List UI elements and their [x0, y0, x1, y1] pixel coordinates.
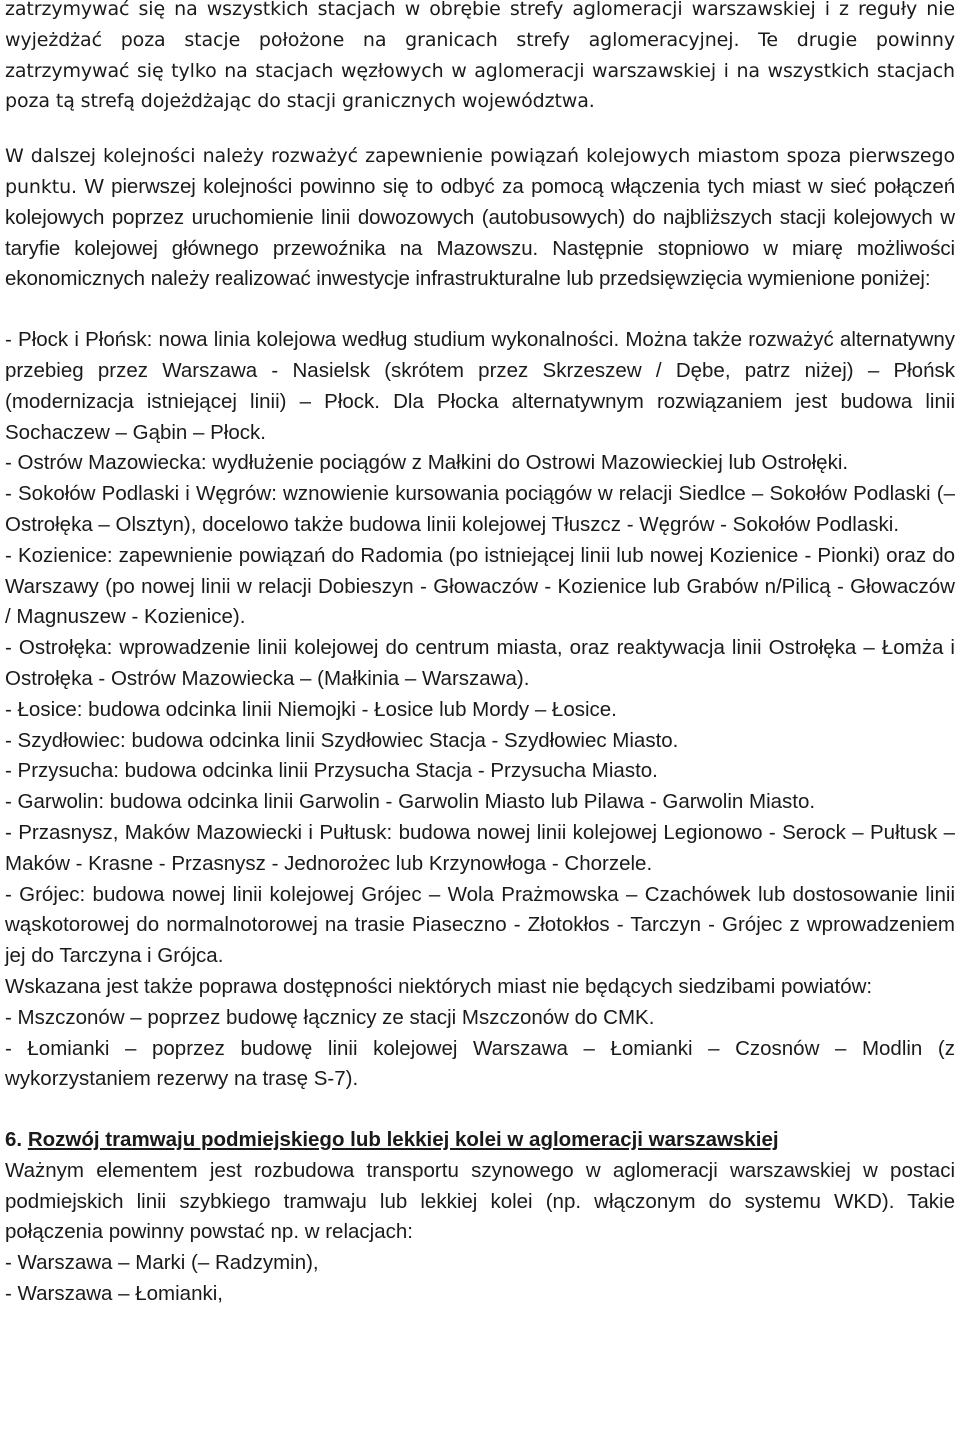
section-number: 6. — [5, 1128, 23, 1152]
list-item: - Łosice: budowa odcinka linii Niemojki - Łosice lub Mordy – Łosice. — [5, 697, 617, 721]
document-page — [5, 0, 955, 1310]
list-item: - Szydłowiec: budowa odcinka linii Szydłowiec Stacja - Szydłowiec Miasto. — [5, 728, 679, 752]
towns-investment-list — [5, 325, 955, 972]
list-item: - Kozienice: zapewnienie powiązań do Radomia (po istniejącej linii lub nowej Kozienice - Pionki) oraz do Warszawy (po nowej linii w relacji Dobieszyn - Głowaczów - Kozienice lub Grabów n/Pilicą - Głowaczów / Magnuszew - Kozienice). — [5, 543, 955, 629]
paragraph-intro: zatrzymywać się na wszystkich stacjach w obrębie strefy aglomeracji warszawskiej i z reguły nie wyjeżdżać poza stacje położone na granicach strefy aglomeracyjnej. Te drugie powinny zatrzymywać się tylko na stacjach węzłowych w aglomeracji warszawskiej i na wszystkich stacjach poza tą strefą dojeżdżając do stacji granicznych województwa. — [5, 0, 955, 113]
paragraph-further-steps-start: W dalszej kolejności należy rozważyć zapewnienie powiązań kolejowych miastom spoza pierwszego punktu. — [5, 145, 955, 198]
list-item: - Warszawa – Łomianki, — [5, 1282, 223, 1306]
list-item: - Mszczonów – poprzez budowę łącznicy ze stacji Mszczonów do CMK. — [5, 1005, 655, 1029]
list-item: - Płock i Płońsk: nowa linia kolejowa według studium wykonalności. Można także rozważyć alternatywny przebieg przez Warszawa - Nasielsk (skrótem przez Skrzeszew / Dębe, patrz niżej) – Płońsk (modernizacja istniejącej linii) – Płock. Dla Płocka alternatywnym rozwiązaniem jest budowa linii Sochaczew – Gąbin – Płock. — [5, 328, 955, 444]
list-item: - Łomianki – poprzez budowę linii kolejowej Warszawa – Łomianki – Czosnów – Modlin (z wykorzystaniem rezerwy na trasę S-7). — [5, 1036, 955, 1091]
list-item: - Grójec: budowa nowej linii kolejowej Grójec – Wola Prażmowska – Czachówek lub dostosowanie linii wąskotorowej do normalnotorowej na trasie Piaseczno - Złotokłos - Tarczyn - Grójec z wprowadzeniem jej do Tarczyna i Grójca. — [5, 882, 955, 968]
non-county-towns-list — [5, 1003, 955, 1095]
list-item: - Przasnysz, Maków Mazowiecki i Pułtusk: budowa nowej linii kolejowej Legionowo - Serock – Pułtusk – Maków - Krasne - Przasnysz - Jednorożec lub Krzynowłoga - Chorzele. — [5, 820, 955, 875]
section-spacer — [5, 1095, 955, 1125]
section-heading — [5, 1125, 955, 1156]
list-item: - Ostrołęka: wprowadzenie linii kolejowej do centrum miasta, oraz reaktywacja linii Ostrołęka – Łomża i Ostrołęka - Ostrów Mazowiecka – (Małkinia – Warszawa). — [5, 636, 955, 690]
list-item: - Ostrów Mazowiecka: wydłużenie pociągów z Małkini do Ostrowi Mazowieckiej lub Ostrołęki. — [5, 451, 849, 475]
paragraph-further-steps — [5, 141, 955, 295]
light-rail-relations-list — [5, 1248, 955, 1310]
list-item: - Przysucha: budowa odcinka linii Przysucha Stacja - Przysucha Miasto. — [5, 759, 658, 783]
list-item: - Garwolin: budowa odcinka linii Garwolin - Garwolin Miasto lub Pilawa - Garwolin Miasto. — [5, 790, 816, 814]
list-item: - Sokołów Podlaski i Węgrów: wznowienie kursowania pociągów w relacji Siedlce – Sokołów Podlaski (– Ostrołęka – Olsztyn), docelowo także budowa linii kolejowej Tłuszcz - Węgrów - Sokołów Podlaski. — [5, 482, 955, 536]
paragraph-non-county-towns: Wskazana jest także poprawa dostępności niektórych miast nie będących siedzibami powiatów: — [5, 974, 873, 998]
paragraph-light-rail: Ważnym elementem jest rozbudowa transportu szynowego w aglomeracji warszawskiej w postaci podmiejskich linii szybkiego tramwaju lub lekkiej kolei (np. włączonym do systemu WKD). Takie połączenia powinny powstać np. w relacjach: — [5, 1158, 955, 1244]
list-item: - Warszawa – Marki (– Radzymin), — [5, 1251, 319, 1275]
section-title: Rozwój tramwaju podmiejskiego lub lekkiej kolei w aglomeracji warszawskiej — [27, 1128, 779, 1152]
paragraph-further-steps-rest: W pierwszej kolejności powinno się to odbyć za pomocą włączenia tych miast w sieć połączeń kolejowych poprzez uruchomienie linii dowozowych (autobusowych) do najbliższych stacji kolejowych w taryfie kolejowej głównego przewoźnika na Mazowszu. Następnie stopniowo w miarę możliwości ekonomicznych należy realizować inwestycje infrastrukturalne lub przedsięwzięcia wymienione poniżej: — [5, 174, 955, 291]
